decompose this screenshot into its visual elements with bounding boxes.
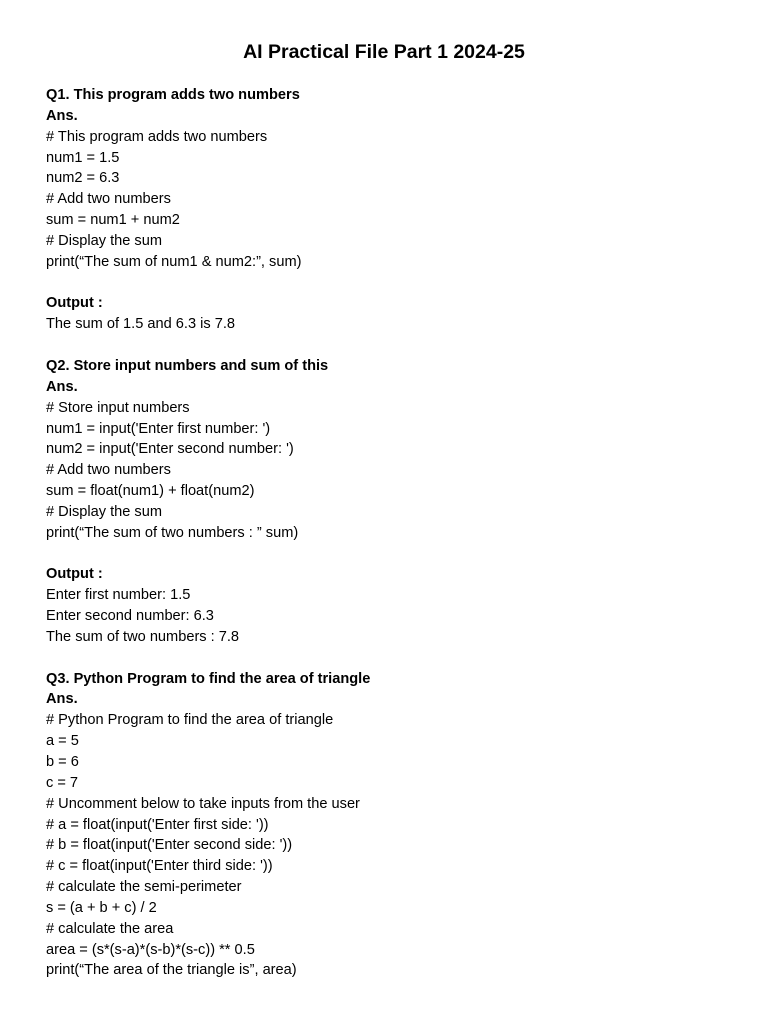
code-line: # Display the sum bbox=[46, 232, 162, 249]
question-heading: Q2. Store input numbers and sum of this bbox=[46, 357, 329, 374]
code-line: # This program adds two numbers bbox=[46, 128, 268, 145]
code-line: print(“The sum of two numbers : ” sum) bbox=[46, 524, 299, 541]
answer-label: Ans. bbox=[46, 107, 78, 124]
code-line: num1 = input('Enter first number: ') bbox=[46, 420, 271, 437]
code-line: sum = float(num1) + float(num2) bbox=[46, 483, 255, 500]
answer-label: Ans. bbox=[46, 378, 78, 395]
code-line: a = 5 bbox=[46, 733, 79, 750]
code-block bbox=[46, 710, 736, 981]
question-section-2 bbox=[46, 356, 736, 669]
spacer bbox=[46, 273, 736, 294]
code-line: # calculate the area bbox=[46, 920, 174, 937]
question-heading: Q3. Python Program to find the area of triangle bbox=[46, 670, 371, 687]
question-section-3 bbox=[46, 669, 736, 982]
output-block bbox=[46, 585, 736, 648]
question-section-1 bbox=[46, 85, 736, 356]
code-line: # Add two numbers bbox=[46, 191, 171, 208]
code-line: print(“The sum of num1 & num2:”, sum) bbox=[46, 253, 302, 270]
code-line: # Add two numbers bbox=[46, 462, 171, 479]
code-line: num2 = input('Enter second number: ') bbox=[46, 441, 294, 458]
code-line: # Store input numbers bbox=[46, 399, 190, 416]
code-line: # a = float(input('Enter first side: ')) bbox=[46, 816, 269, 833]
code-line: # c = float(input('Enter third side: ')) bbox=[46, 858, 273, 875]
code-line: sum = num1 + num2 bbox=[46, 212, 180, 229]
output-line: The sum of 1.5 and 6.3 is 7.8 bbox=[46, 316, 236, 333]
question-heading: Q1. This program adds two numbers bbox=[46, 87, 300, 103]
code-line: # Python Program to find the area of triangle bbox=[46, 712, 334, 729]
spacer bbox=[46, 335, 736, 356]
code-line: c = 7 bbox=[46, 774, 79, 791]
code-line: # Uncomment below to take inputs from the user bbox=[46, 795, 360, 812]
output-line: Enter second number: 6.3 bbox=[46, 608, 214, 625]
answer-label: Ans. bbox=[46, 691, 78, 708]
output-label: Output : bbox=[46, 566, 103, 583]
code-line: # b = float(input('Enter second side: ')) bbox=[46, 837, 293, 854]
spacer bbox=[46, 648, 736, 669]
spacer bbox=[46, 544, 736, 565]
document-body bbox=[46, 85, 736, 981]
code-line: num2 = 6.3 bbox=[46, 170, 120, 187]
document-title: AI Practical File Part 1 2024-25 bbox=[243, 41, 525, 63]
code-line: s = (a + b + c) / 2 bbox=[46, 899, 157, 916]
code-line: # Display the sum bbox=[46, 503, 162, 520]
output-label: Output : bbox=[46, 295, 103, 312]
code-line: # calculate the semi-perimeter bbox=[46, 879, 242, 896]
output-block bbox=[46, 314, 736, 335]
code-line: print(“The area of the triangle is”, area) bbox=[46, 962, 297, 979]
output-line: The sum of two numbers : 7.8 bbox=[46, 628, 240, 645]
code-block bbox=[46, 127, 736, 273]
output-line: Enter first number: 1.5 bbox=[46, 587, 191, 604]
code-line: b = 6 bbox=[46, 754, 79, 770]
code-block bbox=[46, 398, 736, 544]
code-line: area = (s*(s-a)*(s-b)*(s-c)) ** 0.5 bbox=[46, 941, 255, 958]
code-line: num1 = 1.5 bbox=[46, 149, 120, 166]
